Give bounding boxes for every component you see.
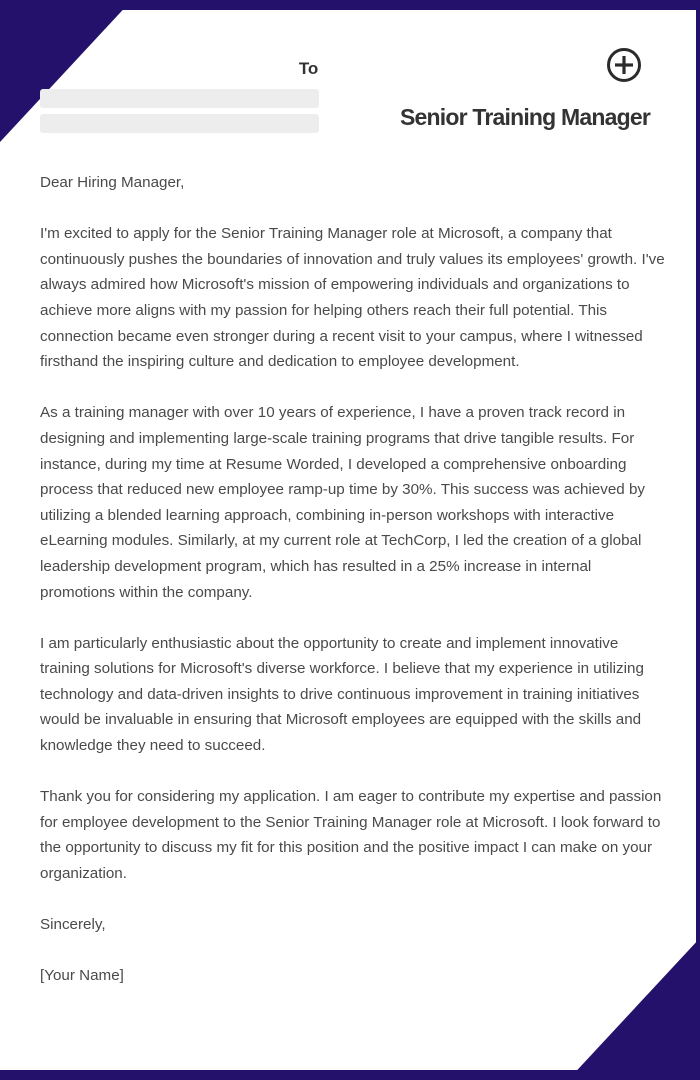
paragraph-experience: As a training manager with over 10 years of experience, I have a proven track record in designing and implementing large-scale training programs that drive tangible results. For instance, during my time at Resume Worded, I developed a comprehensive onboarding process that reduced new employee ramp-up time by 30%. This success was achieved by utilizing a blended learning approach, combining in-person workshops with interactive eLearning modules. Similarly, at my current role at TechCorp, I led the creation of a global leadership development program, which has resulted in a 25% increase in internal promotions within the company. bbox=[40, 404, 645, 601]
paragraph-closing: Thank you for considering my application. I am eager to contribute my expertise and passion for employee development to the Senior Training Manager role at Microsoft. I look forward to the opportunity to discuss my fit for this position and the positive impact I can make on your organization. bbox=[40, 788, 662, 883]
letter-body bbox=[40, 170, 665, 1015]
paragraph-enthusiasm: I am particularly enthusiastic about the opportunity to create and implement innovative training solutions for Microsoft's diverse workforce. I believe that my experience in utilizing technology and data-driven insights to drive continuous improvement in training initiatives would be invaluable in ensuring that Microsoft employees are equipped with the skills and knowledge they need to succeed. bbox=[40, 634, 644, 755]
plus-circle-icon[interactable] bbox=[606, 47, 642, 83]
recipient-placeholder-line bbox=[40, 114, 319, 133]
to-label: To bbox=[298, 59, 318, 78]
frame-right-border bbox=[696, 0, 700, 1080]
signature: [Your Name] bbox=[40, 967, 124, 985]
job-title: Senior Training Manager bbox=[400, 104, 650, 130]
recipient-placeholder-line bbox=[40, 89, 319, 108]
closing: Sincerely, bbox=[40, 916, 106, 934]
salutation: Dear Hiring Manager, bbox=[40, 174, 185, 191]
frame-top-border bbox=[0, 0, 700, 10]
paragraph-intro: I'm excited to apply for the Senior Training Manager role at Microsoft, a company that continuously pushes the boundaries of innovation and truly values its employees' growth. I've always admired how Microsoft's mission of empowering individuals and organizations to achieve more aligns with my passion for helping others reach their full potential. This connection became even stronger during a recent visit to your campus, where I witnessed firsthand the inspiring culture and dedication to employee development. bbox=[40, 225, 665, 371]
